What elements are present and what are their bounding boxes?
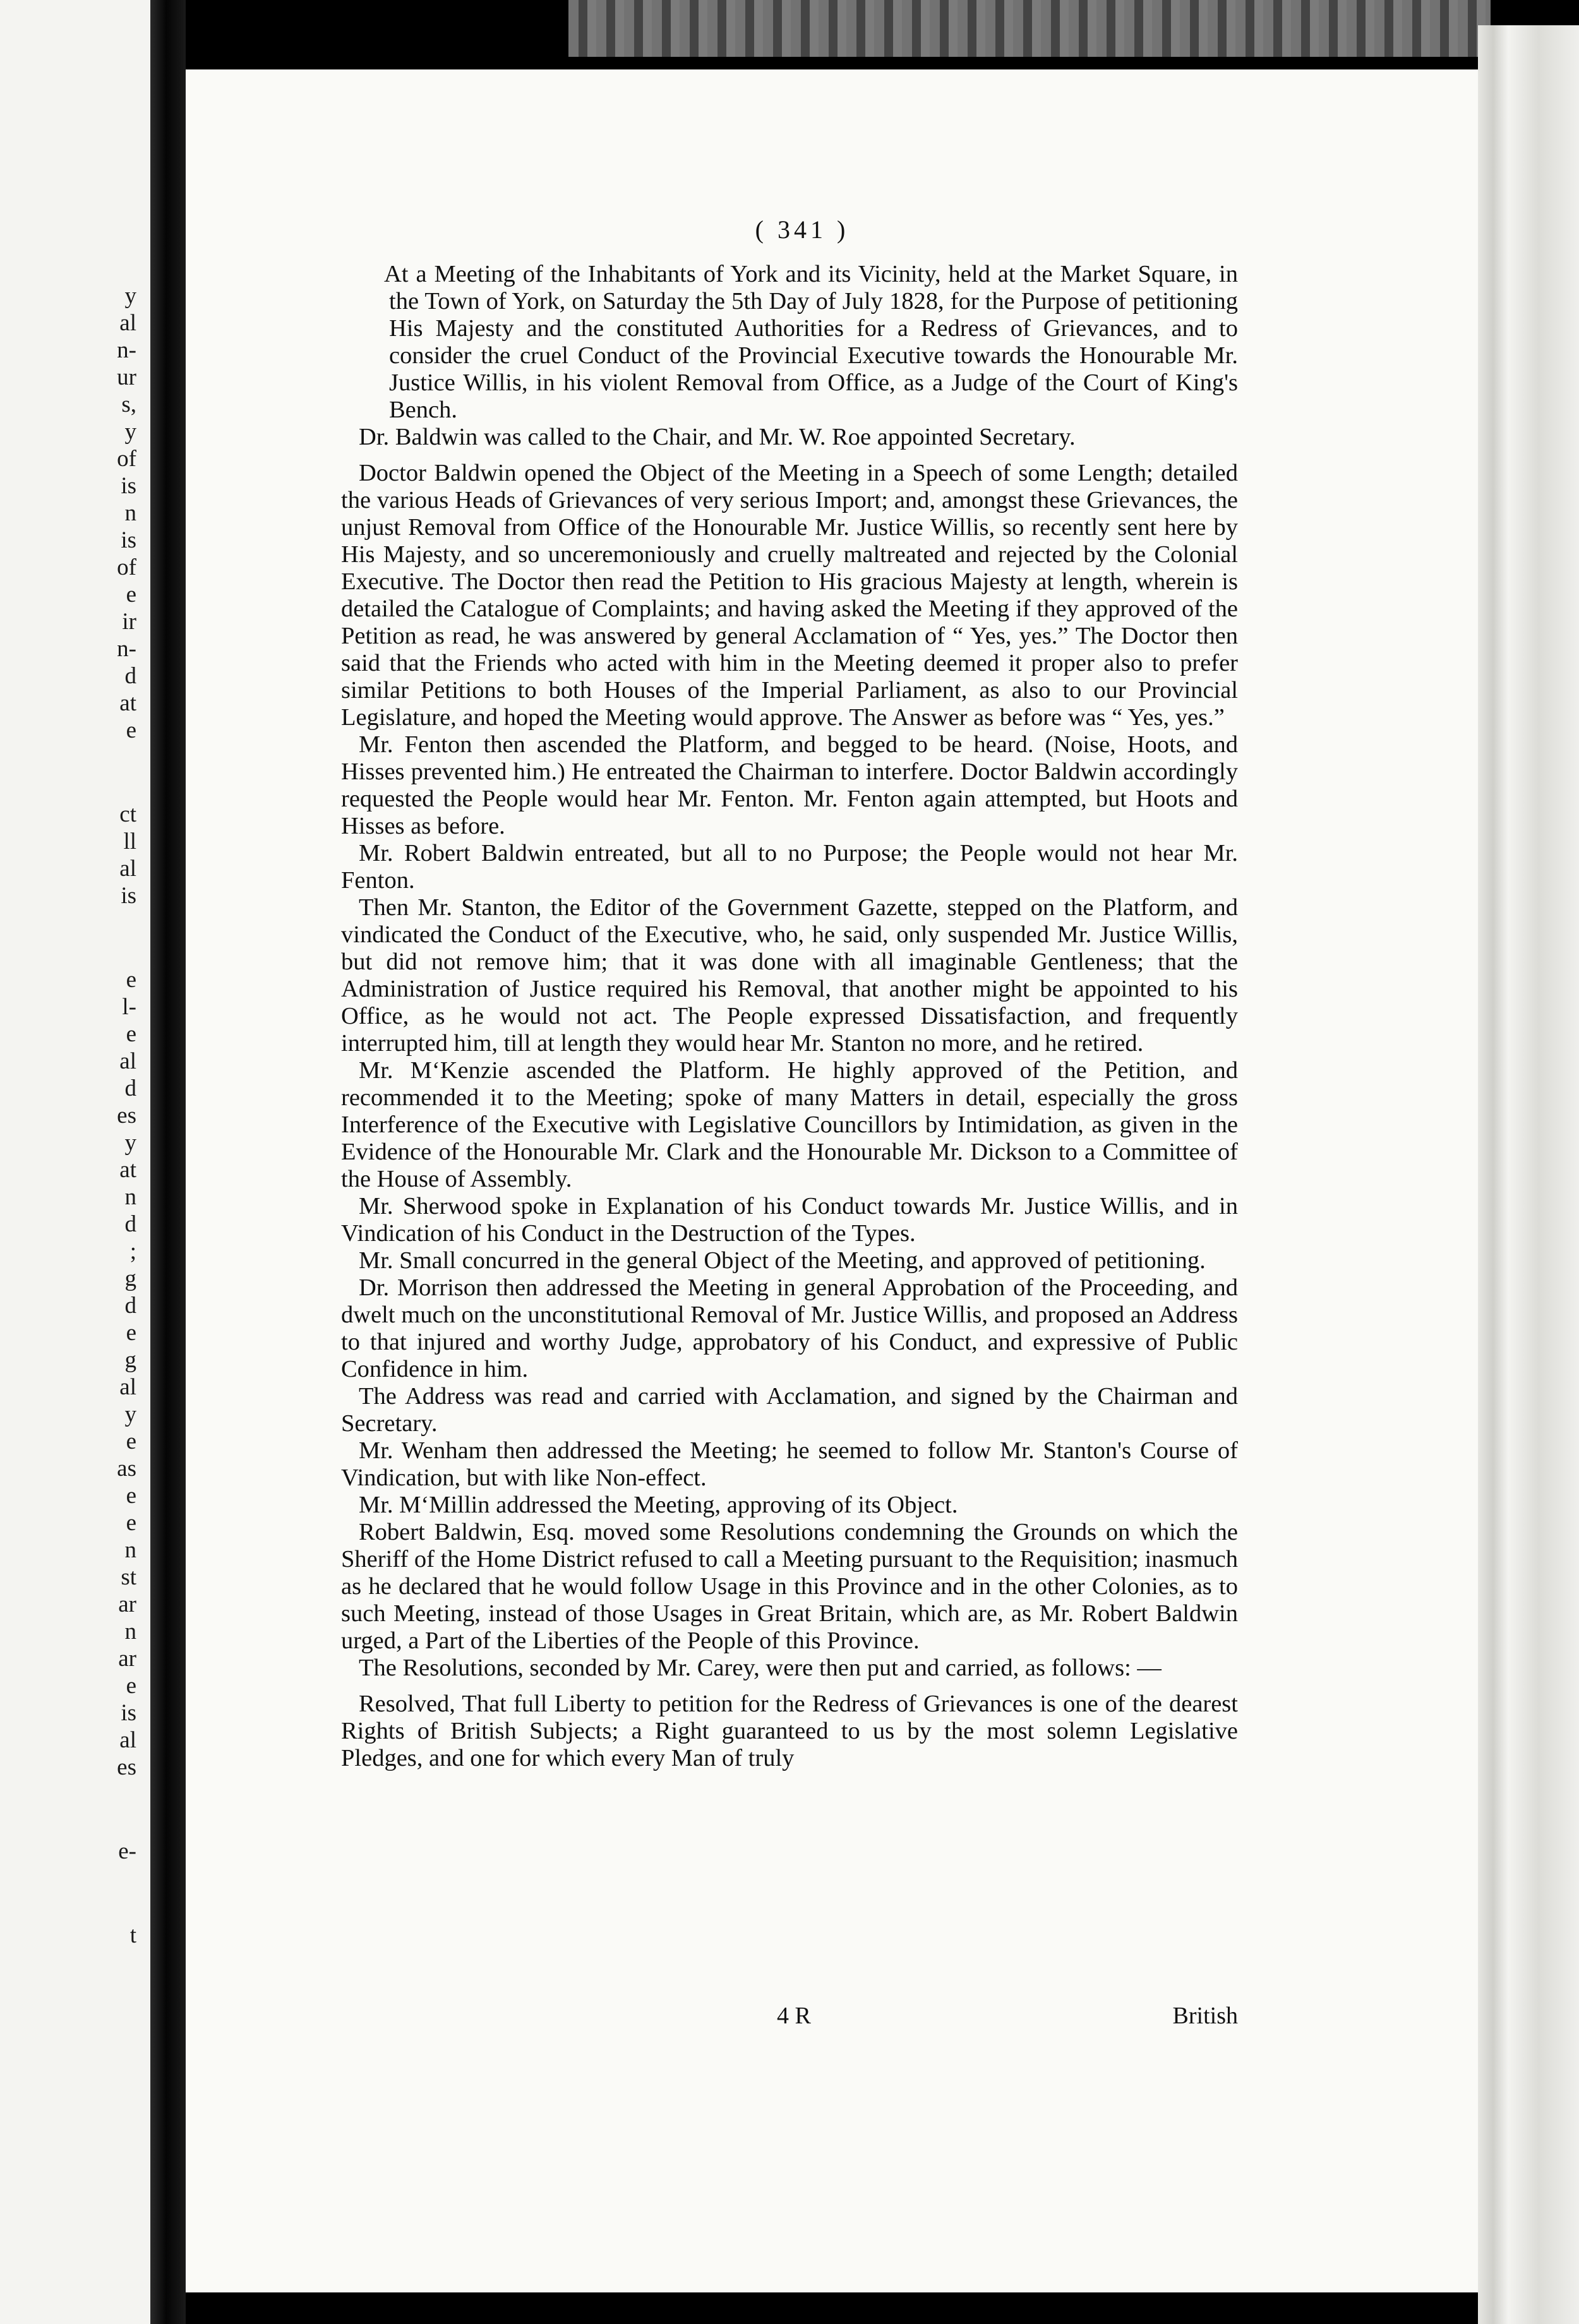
margin-fragment: n- <box>117 337 136 363</box>
margin-fragment: ; <box>129 1238 136 1264</box>
margin-fragment: as <box>117 1456 136 1482</box>
margin-fragment: e <box>126 582 136 608</box>
margin-fragment: n <box>124 1619 136 1644</box>
margin-fragment: e- <box>118 1838 136 1864</box>
margin-fragment: al <box>119 1374 136 1400</box>
margin-fragment: is <box>121 1700 136 1726</box>
margin-fragment: n <box>124 1537 136 1563</box>
margin-fragment: is <box>121 527 136 553</box>
margin-fragment: e <box>126 1673 136 1699</box>
margin-fragment: es <box>117 1103 136 1129</box>
resolution-paragraph: Resolved, That full Liberty to petition for the Redress of Grievances is one of the dearest Rights of British Subjects; a Right guaranteed to us by the most solemn Legislative Pledges, and one for which every Man of truly <box>341 1691 1238 1771</box>
margin-fragment: e <box>126 1320 136 1346</box>
margin-fragment: y <box>124 1130 136 1156</box>
book-gutter <box>150 0 186 2324</box>
margin-fragment: al <box>119 1727 136 1753</box>
paragraph: Mr. Robert Baldwin entreated, but all to no Purpose; the People would not hear Mr. Fenton. <box>341 840 1238 894</box>
margin-fragment: d <box>124 663 136 689</box>
margin-fragment: is <box>121 473 136 499</box>
margin-fragment: ar <box>118 1646 136 1672</box>
margin-fragment: t <box>129 1922 136 1948</box>
paragraph: Mr. Fenton then ascended the Platform, and begged to be heard. (Noise, Hoots, and Hisses prevented him.) He entreated the Chairman to interfere. Doctor Baldwin accordingly requested the People would hear Mr. Fenton. Mr. Fenton again attempted, but Hoots and Hisses as before. <box>341 731 1238 839</box>
margin-fragment: s, <box>121 392 136 417</box>
left-page-margin <box>0 0 150 2324</box>
margin-fragment: of <box>117 554 136 580</box>
margin-fragment: at <box>119 1157 136 1183</box>
paragraph: Dr. Morrison then addressed the Meeting in general Approbation of the Proceeding, and dwelt much on the unconstitutional Removal of Mr. Justice Willis, and proposed an Address to that injured and worthy Judge, approbatory of his Conduct, and expressive of Public Confidence in him. <box>341 1274 1238 1382</box>
margin-fragment: l- <box>122 994 136 1020</box>
meeting-heading: At a Meeting of the Inhabitants of York and its Vicinity, held at the Market Square, in the Town of York, on Saturday the 5th Day of July 1828, for the Purpose of petitioning His Majesty and the constituted Authorities for a Redress of Grievances, and to consider the cruel Conduct of the Provincial Executive towards the Honourable Mr. Justice Willis, in his violent Removal from Office, as a Judge of the Court of King's Bench. <box>384 261 1238 423</box>
catchword: British <box>1172 2003 1238 2029</box>
paragraph: Mr. Small concurred in the general Object of the Meeting, and approved of petitioning. <box>359 1247 1206 1274</box>
margin-fragment: y <box>124 283 136 309</box>
margin-fragment: st <box>121 1564 136 1590</box>
paragraph: Mr. Wenham then addressed the Meeting; he seemed to follow Mr. Stanton's Course of Vindication, but with like Non-effect. <box>341 1437 1238 1491</box>
paragraph: Then Mr. Stanton, the Editor of the Government Gazette, stepped on the Platform, and vindicated the Conduct of the Executive, who, he said, only suspended Mr. Justice Willis, but did not remove him; that it was done with all imaginable Gentleness; that the Administration of Justice required his Removal, that another might be appointed to his Office, as he would not act. The People expressed Dissatisfaction, and frequently interrupted him, till at length they would hear Mr. Stanton no more, and he retired. <box>341 894 1238 1057</box>
page-number: ( 341 ) <box>755 215 850 244</box>
margin-fragment: es <box>117 1754 136 1780</box>
margin-fragment: d <box>124 1293 136 1319</box>
margin-fragment: al <box>119 856 136 882</box>
margin-fragment: ll <box>123 829 136 854</box>
margin-fragment: e <box>126 1483 136 1509</box>
margin-fragment: d <box>124 1075 136 1101</box>
signature-mark: 4 R <box>777 2003 811 2029</box>
margin-fragment: ur <box>117 364 136 390</box>
margin-fragment: y <box>124 419 136 445</box>
top-edge-strip <box>568 0 1491 57</box>
margin-fragment: n- <box>117 636 136 662</box>
margin-fragment: al <box>119 1048 136 1074</box>
margin-fragment: of <box>117 446 136 472</box>
margin-fragment: n <box>124 500 136 526</box>
margin-fragment: n <box>124 1184 136 1210</box>
paragraph: Mr. Sherwood spoke in Explanation of his Conduct towards Mr. Justice Willis, and in Vindication of his Conduct in the Destruction of the Types. <box>341 1193 1238 1247</box>
margin-fragment: ct <box>119 801 136 827</box>
margin-fragment: e <box>126 1510 136 1536</box>
paragraph: Mr. M‘Kenzie ascended the Platform. He highly approved of the Petition, and recommended it to the Meeting; spoke of many Matters in detail, especially the gross Interference of the Executive with Legislative Councillors by Intimidation, as given in the Evidence of the Honourable Mr. Clark and the Honourable Mr. Dickson to a Committee of the House of Assembly. <box>341 1057 1238 1192</box>
left-margin-fragments <box>0 284 150 2179</box>
margin-fragment: y <box>124 1401 136 1427</box>
page-footer <box>341 2002 1238 2030</box>
margin-fragment: e <box>126 1021 136 1047</box>
page-edge <box>1478 25 1579 2324</box>
paragraph: The Resolutions, seconded by Mr. Carey, were then put and carried, as follows: — <box>359 1655 1162 1681</box>
margin-fragment: d <box>124 1211 136 1237</box>
margin-fragment: e <box>126 1429 136 1454</box>
paragraph: Doctor Baldwin opened the Object of the Meeting in a Speech of some Length; detailed the various Heads of Grievances of very serious Import; and, amongst these Grievances, the unjust Removal from Office of the Honourable Mr. Justice Willis, so recently sent here by His Majesty, and so unceremoniously and cruelly maltreated and rejected by the Colonial Executive. The Doctor then read the Petition to His gracious Majesty at length, wherein is detailed the Catalogue of Complaints; and having asked the Meeting if they approved of the Petition as read, he was answered by general Acclamation of “ Yes, yes.” The Doctor then said that the Friends who acted with him in the Meeting deemed it proper also to prefer similar Petitions to both Houses of the Imperial Parliament, as also to our Provincial Legislature, and hoped the Meeting would approve. The Answer as before was “ Yes, yes.” <box>341 460 1238 731</box>
margin-fragment: is <box>121 883 136 909</box>
margin-fragment: at <box>119 690 136 716</box>
margin-fragment: g <box>124 1266 136 1291</box>
margin-fragment: e <box>126 967 136 993</box>
margin-fragment: al <box>119 310 136 336</box>
chair-paragraph: Dr. Baldwin was called to the Chair, and Mr. W. Roe appointed Secretary. <box>359 424 1076 450</box>
margin-fragment: e <box>126 717 136 743</box>
page-text-block <box>341 215 1238 2109</box>
margin-fragment: ir <box>122 609 136 635</box>
margin-fragment: ar <box>118 1591 136 1617</box>
paragraph: Robert Baldwin, Esq. moved some Resolutions condemning the Grounds on which the Sheriff of the Home District refused to call a Meeting pursuant to the Requisition; inasmuch as he declared that he would follow Usage in this Province and in the other Colonies, as to such Meeting, instead of those Usages in Great Britain, which are, as Mr. Robert Baldwin urged, a Part of the Liberties of the People of this Province. <box>341 1519 1238 1654</box>
paragraph: Mr. M‘Millin addressed the Meeting, approving of its Object. <box>359 1492 958 1518</box>
margin-fragment: g <box>124 1347 136 1373</box>
paragraph: The Address was read and carried with Acclamation, and signed by the Chairman and Secretary. <box>341 1383 1238 1437</box>
